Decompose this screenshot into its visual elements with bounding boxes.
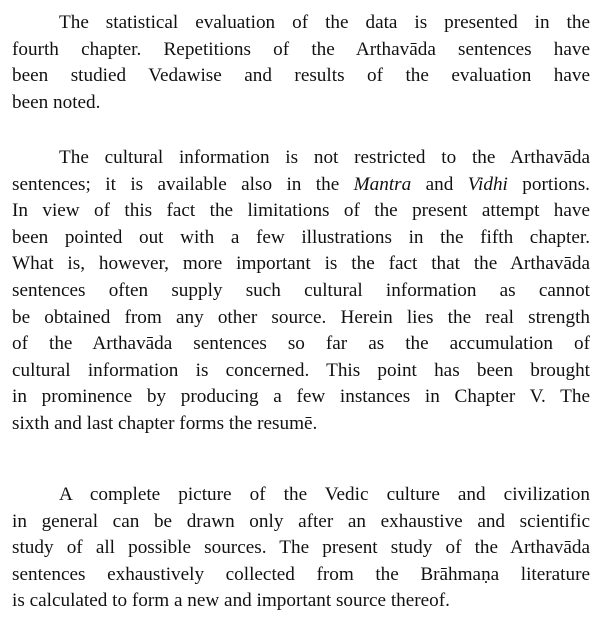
text-line: sentences often supply such cultural information as cannot <box>12 279 590 301</box>
paragraph-vedic-culture <box>12 482 590 615</box>
text-line: sentences exhaustively collected from the Brāhmaṇa literature <box>12 563 590 585</box>
text-line: been noted. <box>12 91 101 113</box>
paragraph-statistical-evaluation <box>12 10 590 116</box>
italic-term-mantra: Mantra <box>353 173 412 195</box>
text-segment: sentences; it is available also in the <box>12 173 354 195</box>
text-line: The cultural information is not restricted to the Arthavāda <box>59 147 590 168</box>
text-line: been studied Vedawise and results of the evaluation have <box>12 65 590 87</box>
text-line: study of all possible sources. The present study of the Arthavāda <box>12 537 590 559</box>
text-segment: portions. <box>507 173 590 195</box>
text-line: sixth and last chapter forms the resumē. <box>12 412 318 434</box>
text-line: in prominence by producing a few instances in Chapter V. The <box>12 386 590 408</box>
text-line: been pointed out with a few illustrations in the fifth chapter. <box>12 226 590 248</box>
italic-term-vidhi: Vidhi <box>467 173 508 195</box>
text-segment: and <box>411 173 468 195</box>
text-line: of the Arthavāda sentences so far as the accumulation of <box>12 333 590 355</box>
text-line: What is, however, more important is the fact that the Arthavāda <box>12 253 590 275</box>
text-line: The statistical evaluation of the data is presented in the <box>59 12 590 33</box>
text-line: A complete picture of the Vedic culture and civilization <box>59 484 590 505</box>
paragraph-cultural-information <box>12 145 590 438</box>
text-line: is calculated to form a new and important source thereof. <box>12 590 450 612</box>
text-line: fourth chapter. Repetitions of the Arthavāda sentences have <box>12 38 590 60</box>
text-line: in general can be drawn only after an exhaustive and scientific <box>12 510 590 532</box>
text-line: be obtained from any other source. Herein lies the real strength <box>12 306 590 328</box>
text-line: In view of this fact the limitations of the present attempt have <box>12 200 590 222</box>
text-line-with-italics <box>12 172 590 199</box>
text-line: cultural information is concerned. This point has been brought <box>12 359 590 381</box>
